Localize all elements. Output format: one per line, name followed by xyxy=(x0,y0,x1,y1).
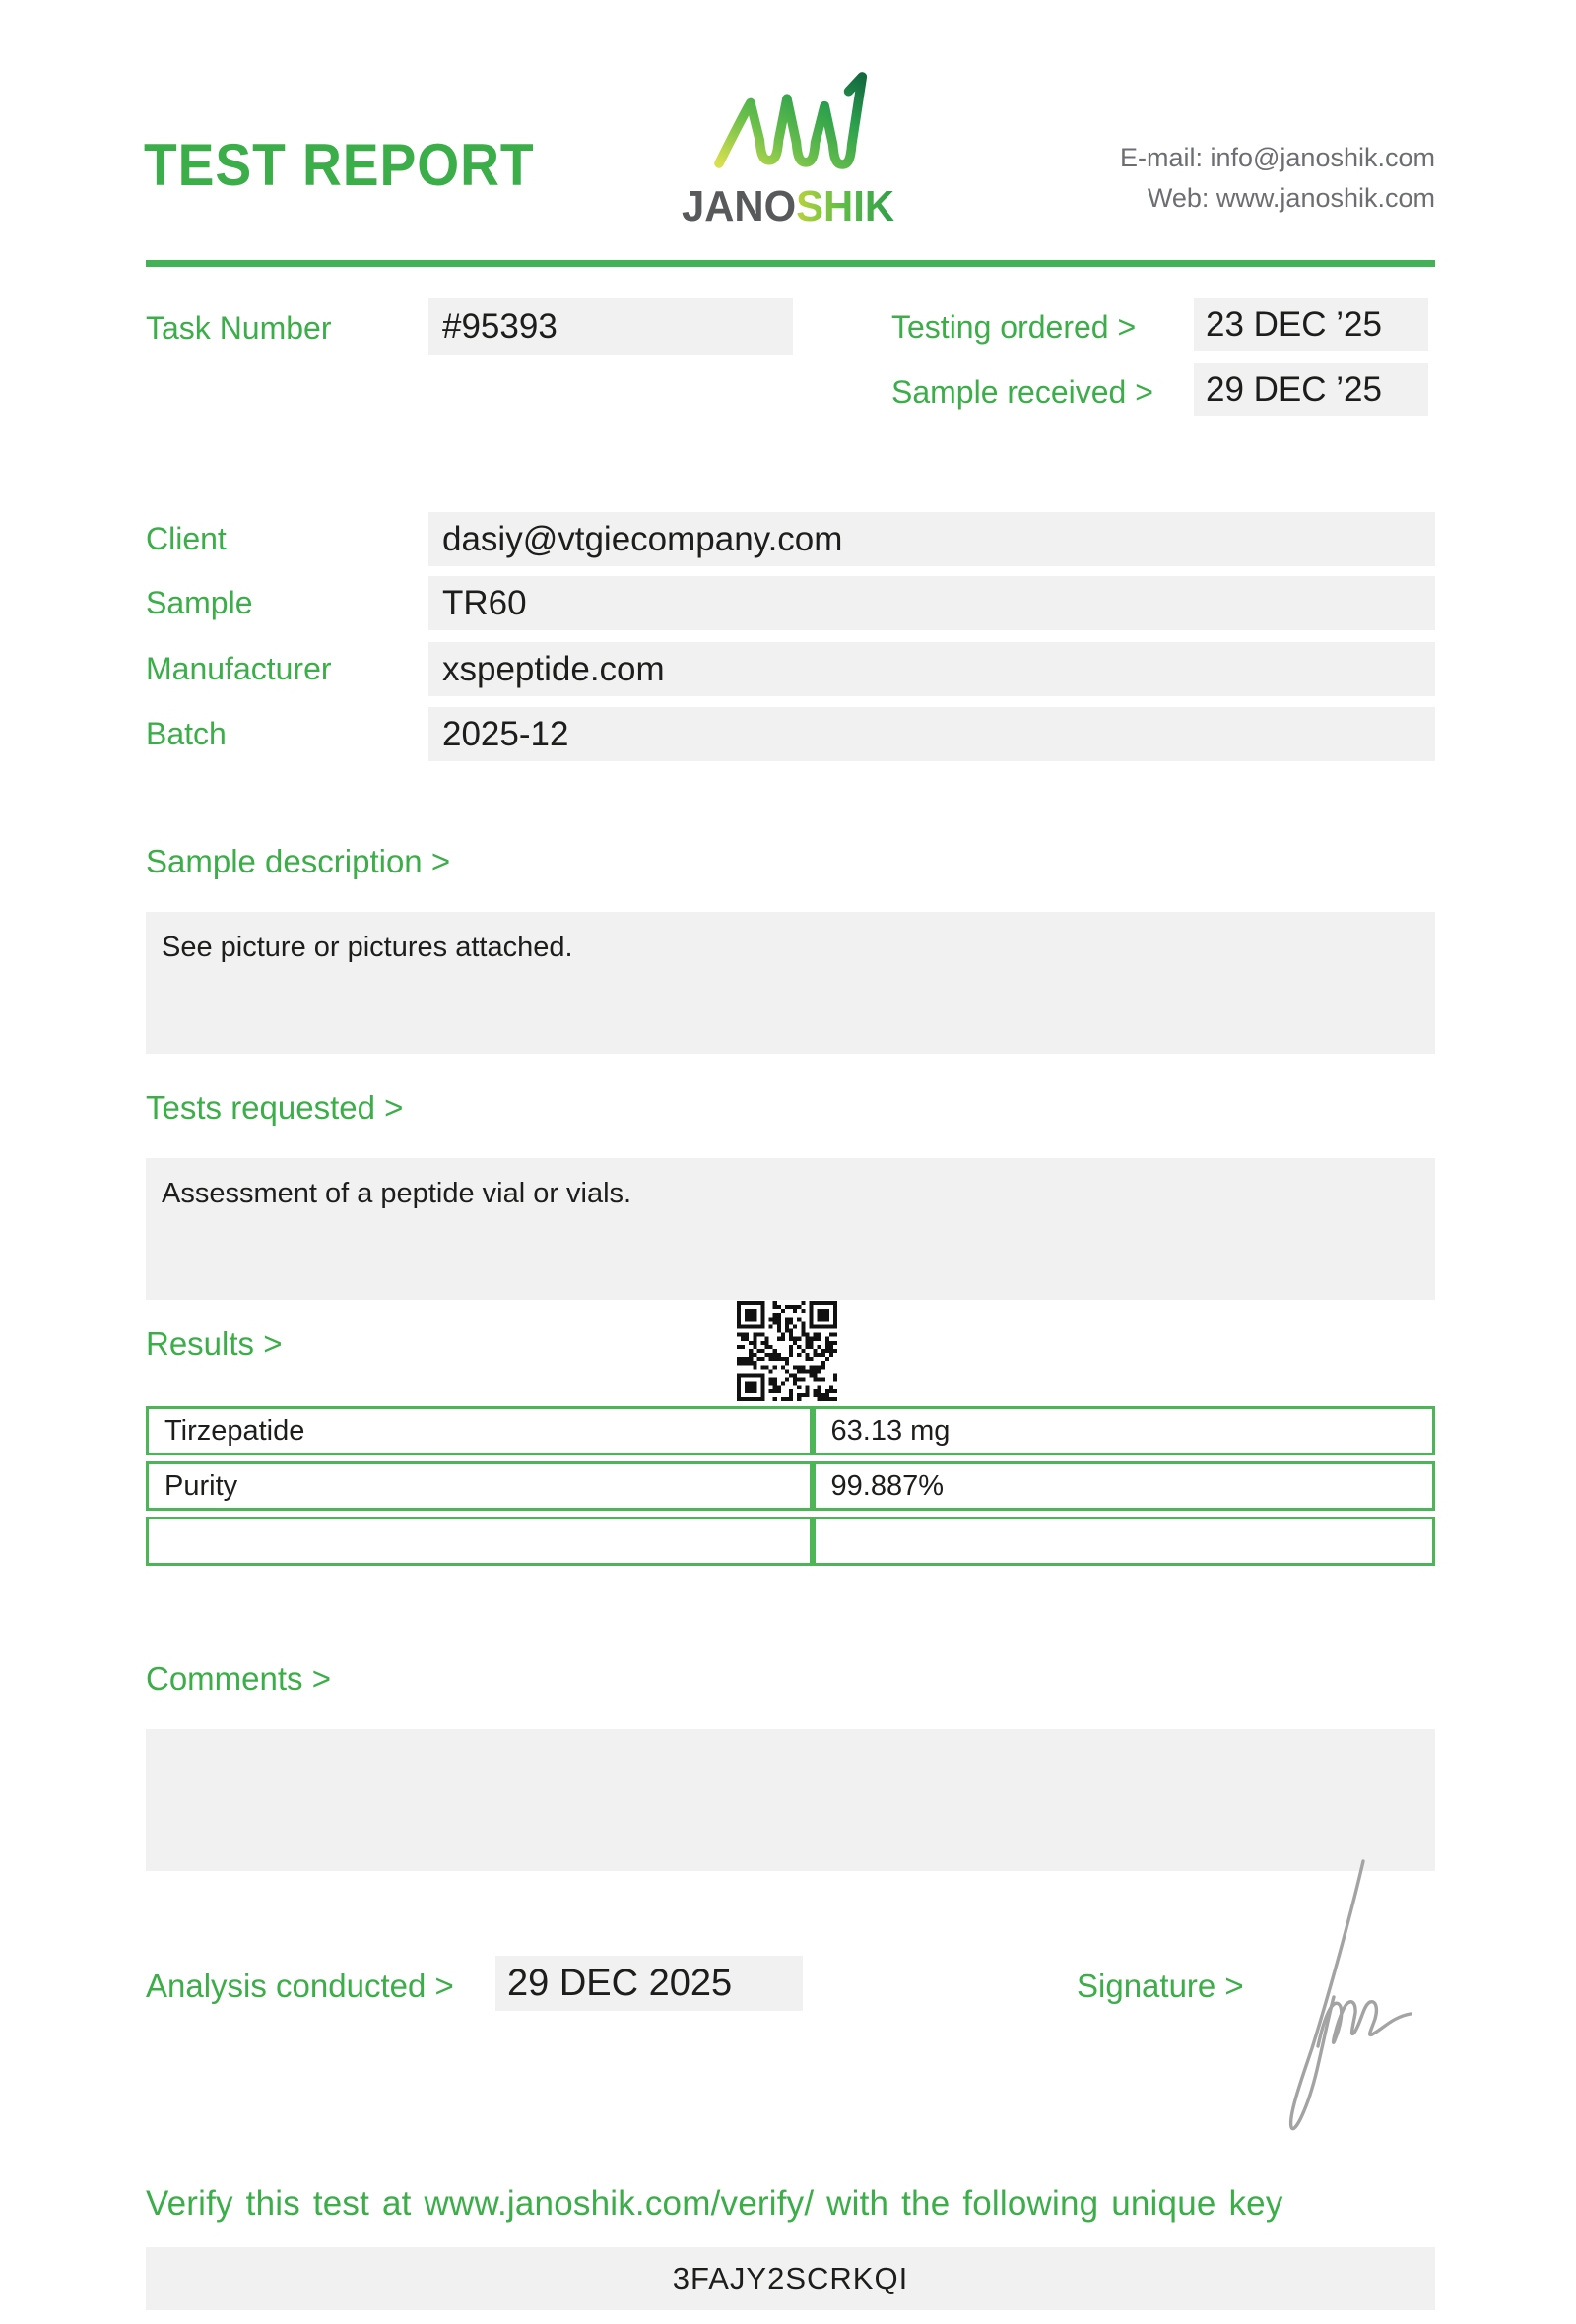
sample-received-field xyxy=(1194,363,1428,416)
analysis-date-field xyxy=(495,1956,803,2011)
result-analyte-cell: Tirzepatide xyxy=(146,1406,813,1455)
manufacturer-field xyxy=(428,642,1435,696)
qr-code xyxy=(737,1301,837,1401)
contact-web: Web: www.janoshik.com xyxy=(1147,183,1435,213)
header-divider xyxy=(146,260,1435,267)
verify-instruction: Verify this test at www.janoshik.com/verify/ with the following unique key xyxy=(146,2184,1283,2223)
logo-text-jano: JANO xyxy=(681,182,797,230)
testing-ordered-label: Testing ordered > xyxy=(891,309,1137,345)
manufacturer-label: Manufacturer xyxy=(146,651,332,686)
sample-value: TR60 xyxy=(442,584,527,622)
sample-label: Sample xyxy=(146,585,253,620)
janoshik-logo xyxy=(640,61,936,228)
task-number-label: Task Number xyxy=(146,310,332,346)
batch-label: Batch xyxy=(146,716,227,751)
task-number-field xyxy=(428,298,793,355)
client-value: dasiy@vtgiecompany.com xyxy=(442,520,843,558)
result-analyte-cell xyxy=(146,1517,813,1566)
analysis-date-value: 29 DEC 2025 xyxy=(507,1963,733,2004)
tests-requested-box xyxy=(146,1158,1435,1300)
testing-ordered-field xyxy=(1194,298,1428,351)
batch-value: 2025-12 xyxy=(442,715,569,753)
sample-description-box xyxy=(146,912,1435,1054)
batch-field xyxy=(428,707,1435,761)
comments-text xyxy=(146,1729,1435,1747)
sample-description-text: See picture or pictures attached. xyxy=(162,932,573,963)
verify-key-field xyxy=(146,2247,1435,2310)
table-row xyxy=(146,1517,1435,1566)
sample-field xyxy=(428,576,1435,630)
sample-description-label: Sample description > xyxy=(146,843,451,879)
result-analyte-cell: Purity xyxy=(146,1461,813,1511)
task-number-value: #95393 xyxy=(442,307,558,346)
result-value-cell: 99.887% xyxy=(813,1461,1436,1511)
contact-email: E-mail: info@janoshik.com xyxy=(1119,143,1435,172)
results-label: Results > xyxy=(146,1325,283,1362)
logo-trend-chart-icon xyxy=(640,61,936,181)
manufacturer-value: xspeptide.com xyxy=(442,650,665,688)
contact-block xyxy=(1120,138,1435,219)
client-field xyxy=(428,512,1435,566)
analysis-conducted-label: Analysis conducted > xyxy=(146,1968,454,2004)
sample-received-label: Sample received > xyxy=(891,374,1153,410)
table-row xyxy=(146,1461,1435,1511)
comments-label: Comments > xyxy=(146,1660,331,1697)
tests-requested-text: Assessment of a peptide vial or vials. xyxy=(162,1178,632,1209)
result-value-cell xyxy=(813,1517,1436,1566)
sample-received-value: 29 DEC ’25 xyxy=(1206,370,1382,409)
comments-box xyxy=(146,1729,1435,1871)
results-table xyxy=(146,1400,1435,1572)
logo-text-shik: SHIK xyxy=(796,182,895,230)
signature-scribble-icon xyxy=(1261,1853,1418,2143)
testing-ordered-value: 23 DEC ’25 xyxy=(1206,305,1382,344)
logo-wordmark xyxy=(648,182,929,230)
verify-key-value: 3FAJY2SCRKQI xyxy=(672,2261,909,2295)
page-title: TEST REPORT xyxy=(144,132,535,198)
table-row xyxy=(146,1406,1435,1455)
signature-label: Signature > xyxy=(1077,1968,1244,2004)
client-label: Client xyxy=(146,521,227,556)
result-value-cell: 63.13 mg xyxy=(813,1406,1436,1455)
tests-requested-label: Tests requested > xyxy=(146,1089,404,1126)
